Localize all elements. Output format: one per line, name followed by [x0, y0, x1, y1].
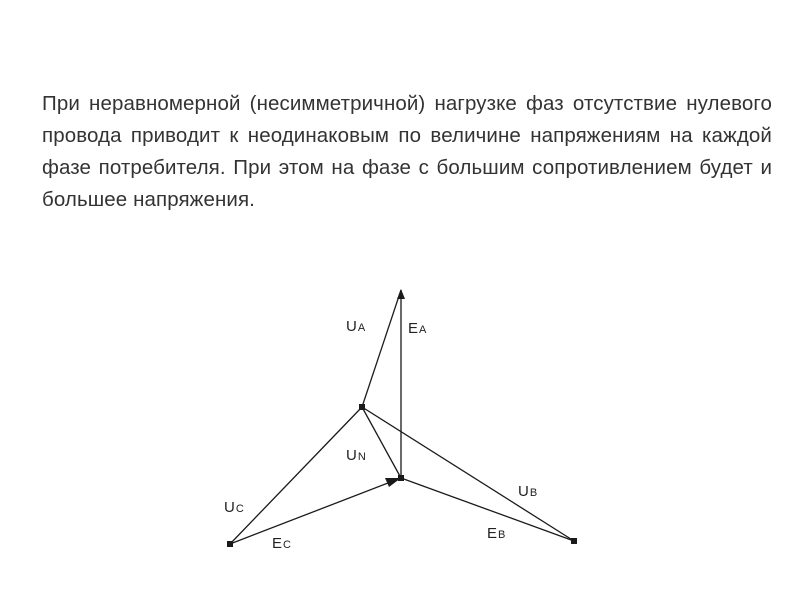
displaced-neutral-node: [359, 404, 365, 410]
uc-vector: [230, 407, 362, 544]
ec-vector: [230, 478, 401, 544]
label-un: UN: [346, 447, 366, 464]
label-ua: UA: [346, 318, 366, 335]
label-uc: UC: [224, 499, 244, 516]
label-eb: EB: [487, 525, 506, 542]
ub-vector: [362, 407, 574, 541]
label-ea: EA: [408, 320, 427, 337]
node-c: [227, 541, 233, 547]
label-ub: UB: [518, 483, 538, 500]
un-vector: [362, 407, 401, 478]
neutral-node: [398, 475, 404, 481]
label-ec: EC: [272, 535, 291, 552]
node-b: [571, 538, 577, 544]
ua-vector: [362, 290, 401, 407]
body-paragraph: При неравномерной (несимметричной) нагрузке фаз отсутствие нулевого провода приводит к неодинаковым по величине напряжениям на каждой фазе потребителя. При этом на фазе с большим сопротивлением будет и большее напряжения.: [42, 92, 772, 211]
